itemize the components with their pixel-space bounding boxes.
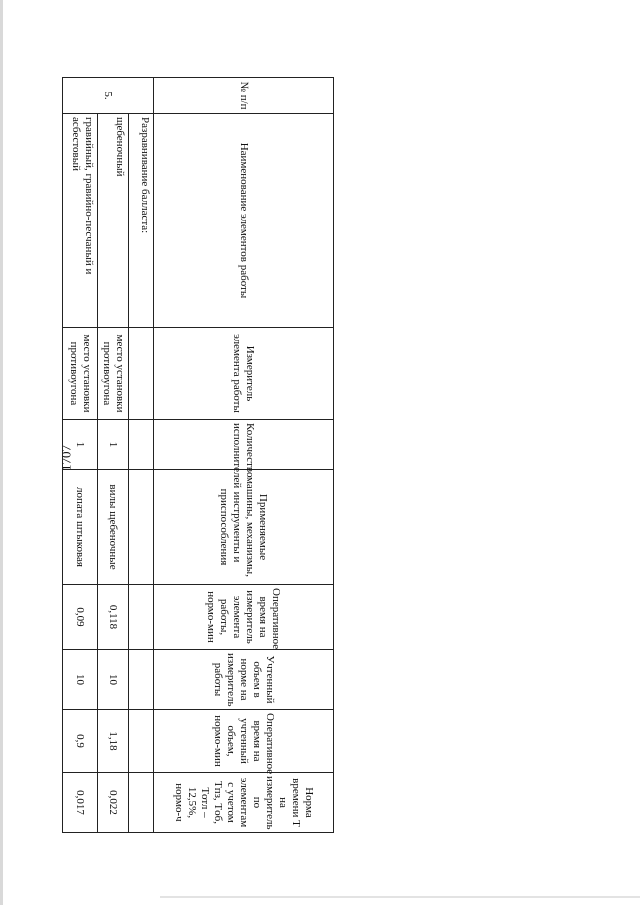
header-op-time-total: Оперативное время на учтенный объем, нормо-мин	[154, 710, 334, 773]
row-op-time-total: 0,9	[63, 710, 98, 773]
row-norm-time: 0,022	[98, 773, 129, 833]
row-number: 5.	[63, 78, 154, 114]
header-name: Наименование элементов работы	[154, 114, 334, 328]
header-tools: Применяемые машины, механизмы, инструменты и приспособления	[154, 470, 334, 585]
row-tools: вилы щебеночные	[98, 470, 129, 585]
row-op-time-total: 1,18	[98, 710, 129, 773]
row-norm-time: 0,017	[63, 773, 98, 833]
row-workers: 1	[98, 420, 129, 470]
row-name: гравийный, гравийно-песчаный и асбестовый	[63, 114, 98, 328]
norms-table-rotated	[68, 77, 334, 832]
section-empty	[129, 585, 154, 650]
header-row	[154, 78, 334, 833]
section-empty	[129, 773, 154, 833]
header-op-time-element: Оперативное время на измеритель элемента работы, нормо-мин	[154, 585, 334, 650]
table-row	[63, 78, 98, 833]
table-row	[98, 78, 129, 833]
row-workers: 1	[63, 420, 98, 470]
scan-edge	[0, 0, 3, 905]
scan-edge-bottom	[160, 896, 640, 898]
section-empty	[129, 328, 154, 420]
norms-table	[62, 77, 334, 833]
section-empty	[129, 420, 154, 470]
section-empty	[129, 710, 154, 773]
section-empty	[129, 650, 154, 710]
header-norm-time: Норма времени Т на измеритель по элементам с учетом Tпз, Tоб, Tотл – 12,5%, нормо-ч	[154, 773, 334, 833]
header-meter: Измеритель элемента работы	[154, 328, 334, 420]
norms-table-container	[68, 77, 334, 832]
row-op-time-element: 0,118	[98, 585, 129, 650]
section-empty	[129, 470, 154, 585]
row-volume: 10	[63, 650, 98, 710]
header-volume: Учтенный объем в норме на измеритель работы	[154, 650, 334, 710]
section-row	[129, 78, 154, 833]
row-meter: место установки противоугона	[98, 328, 129, 420]
section-label: Разравнивание балласта:	[129, 114, 154, 328]
row-volume: 10	[98, 650, 129, 710]
page-number: 1707	[58, 445, 74, 471]
row-tools: лопата штыковая	[63, 470, 98, 585]
row-op-time-element: 0,09	[63, 585, 98, 650]
header-workers: Количество исполнителей	[154, 420, 334, 470]
row-meter: место установки противоугона	[63, 328, 98, 420]
row-name: щебеночный	[98, 114, 129, 328]
header-num: № п/п	[154, 78, 334, 114]
